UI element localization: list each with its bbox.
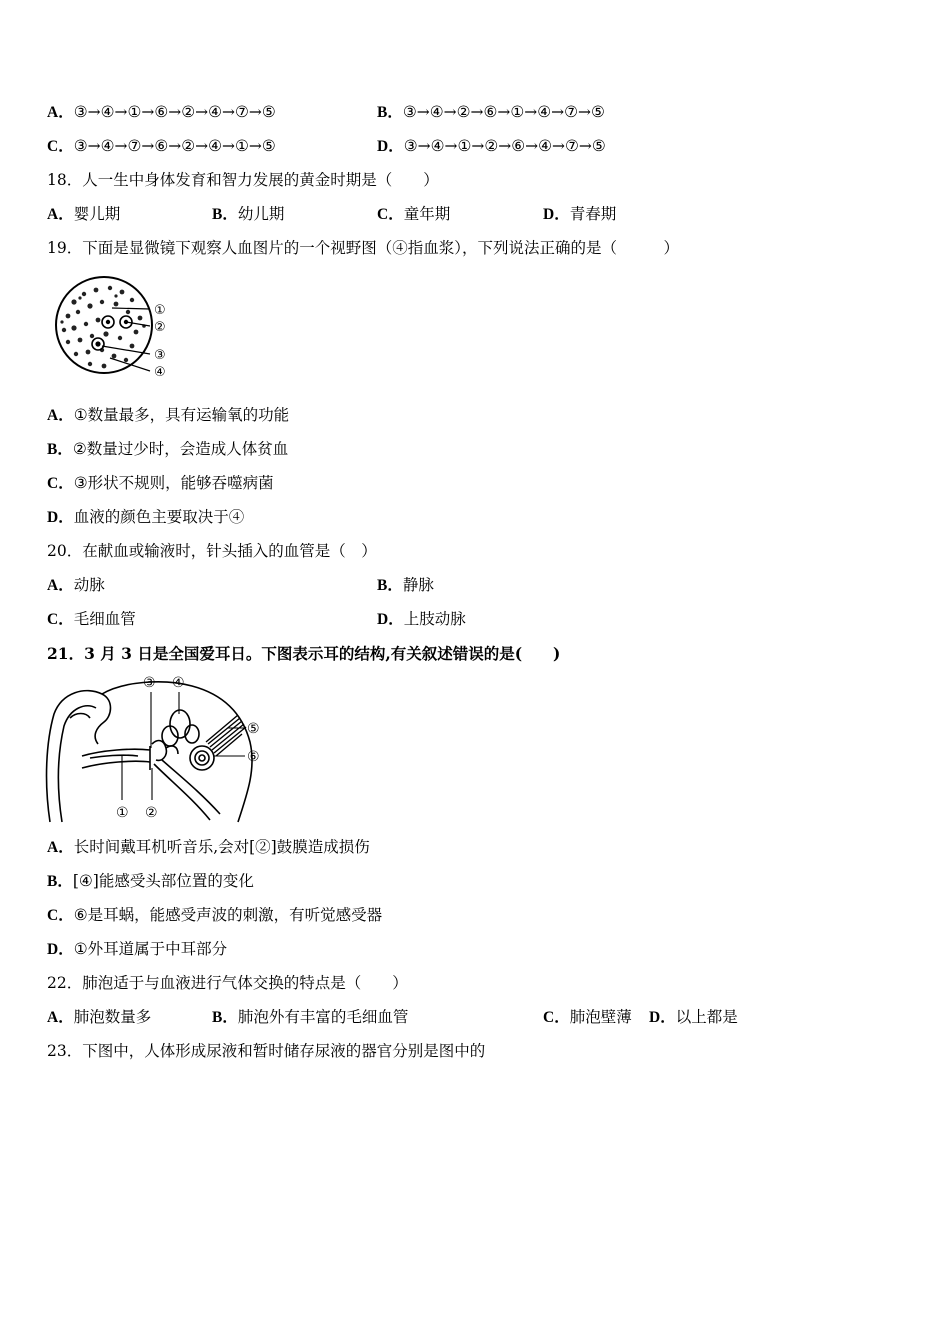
option-label: A．: [47, 407, 74, 424]
q22-stem: 22．肺泡适于与血液进行气体交换的特点是（ ）: [47, 974, 408, 992]
label-5: ⑤: [247, 721, 260, 737]
q17-option-d[interactable]: [377, 136, 606, 157]
option-label: A．: [47, 206, 74, 223]
q21-option-b[interactable]: [47, 871, 254, 892]
option-text: ③→④→①→②→⑥→④→⑦→⑤: [403, 137, 606, 155]
q19-option-b[interactable]: [47, 439, 288, 460]
label-4: ④: [172, 675, 185, 691]
option-text: 青春期: [569, 205, 617, 223]
q19-option-a[interactable]: [47, 405, 289, 426]
option-label: D．: [543, 206, 570, 223]
q23-stem: 23．下图中，人体形成尿液和暂时储存尿液的器官分别是图中的: [47, 1042, 486, 1060]
option-label: C．: [47, 611, 74, 628]
option-label: B．: [377, 577, 403, 594]
option-label: A．: [47, 1009, 74, 1026]
option-text: ①外耳道属于中耳部分: [73, 940, 228, 958]
option-text: ⑥是耳蜗，能感受声波的刺激，有听觉感受器: [73, 906, 383, 924]
label-3: ③: [143, 675, 156, 691]
label-3: ③: [154, 348, 166, 363]
q20-option-c[interactable]: [47, 609, 136, 630]
option-text: 肺泡数量多: [73, 1008, 152, 1026]
option-label: C．: [543, 1009, 570, 1026]
q18-stem: 18．人一生中身体发育和智力发展的黄金时期是（ ）: [47, 171, 439, 189]
label-6: ⑥: [247, 749, 260, 765]
option-label: B．: [47, 873, 73, 890]
option-text: [④]能感受头部位置的变化: [72, 872, 254, 890]
option-label: D．: [377, 138, 404, 155]
option-text: 肺泡外有丰富的毛细血管: [237, 1008, 409, 1026]
option-text: 毛细血管: [73, 610, 136, 628]
option-label: D．: [377, 611, 404, 628]
option-text: 童年期: [403, 205, 451, 223]
q17-option-c[interactable]: [47, 136, 276, 157]
option-label: C．: [47, 475, 74, 492]
option-label: D．: [47, 509, 74, 526]
option-text: 上肢动脉: [403, 610, 466, 628]
q20-option-a[interactable]: [47, 575, 105, 596]
label-2: ②: [154, 320, 166, 335]
option-text: ②数量过少时，会造成人体贫血: [72, 440, 289, 458]
option-text: ③→④→②→⑥→①→④→⑦→⑤: [402, 103, 605, 121]
option-label: B．: [377, 104, 403, 121]
q22-option-c[interactable]: [543, 1007, 632, 1028]
option-label: B．: [212, 1009, 238, 1026]
label-2: ②: [145, 805, 158, 821]
option-label: A．: [47, 104, 74, 121]
blood-smear-figure: [50, 272, 185, 384]
q19-stem: 19．下面是显微镜下观察人血图片的一个视野图（④指血浆），下列说法正确的是（ ）: [47, 239, 679, 257]
q20-option-b[interactable]: [377, 575, 434, 596]
option-text: 动脉: [73, 576, 105, 594]
option-text: ③形状不规则，能够吞噬病菌: [73, 474, 274, 492]
option-text: 肺泡壁薄: [569, 1008, 632, 1026]
option-text: 婴儿期: [73, 205, 121, 223]
label-4: ④: [154, 365, 166, 380]
option-text: 幼儿期: [237, 205, 285, 223]
option-text: 长时间戴耳机听音乐,会对[②]鼓膜造成损伤: [73, 838, 370, 856]
option-label: C．: [47, 907, 74, 924]
option-text: ③→④→⑦→⑥→②→④→①→⑤: [73, 137, 276, 155]
option-label: D．: [47, 941, 74, 958]
q20-stem: 20．在献血或输液时，针头插入的血管是（ ）: [47, 542, 377, 560]
q21-option-c[interactable]: [47, 905, 382, 926]
q17-option-a[interactable]: [47, 102, 276, 123]
option-label: D．: [649, 1009, 676, 1026]
label-1: ①: [154, 303, 166, 318]
option-label: B．: [212, 206, 238, 223]
q22-option-a[interactable]: [47, 1007, 151, 1028]
option-text: 静脉: [402, 576, 434, 594]
ear-structure-figure: [42, 672, 272, 824]
option-label: A．: [47, 577, 74, 594]
q20-option-d[interactable]: [377, 609, 466, 630]
q22-option-b[interactable]: [212, 1007, 408, 1028]
q18-option-b[interactable]: [212, 204, 284, 225]
q19-option-d[interactable]: [47, 507, 244, 528]
q21-option-d[interactable]: [47, 939, 227, 960]
option-label: C．: [47, 138, 74, 155]
q18-option-a[interactable]: [47, 204, 120, 225]
option-text: 血液的颜色主要取决于④: [73, 508, 245, 526]
q19-option-c[interactable]: [47, 473, 274, 494]
option-text: 以上都是: [675, 1008, 738, 1026]
option-text: ①数量最多，具有运输氧的功能: [73, 406, 290, 424]
q17-option-b[interactable]: [377, 102, 605, 123]
option-text: ③→④→①→⑥→②→④→⑦→⑤: [73, 103, 276, 121]
option-label: B．: [47, 441, 73, 458]
q18-option-d[interactable]: [543, 204, 616, 225]
option-label: A．: [47, 839, 74, 856]
q21-stem: 21．3 月 3 日是全国爱耳日。下图表示耳的结构,有关叙述错误的是( ): [47, 644, 561, 663]
q21-option-a[interactable]: [47, 837, 370, 858]
label-1: ①: [116, 805, 129, 821]
q22-option-d[interactable]: [649, 1007, 738, 1028]
q18-option-c[interactable]: [377, 204, 450, 225]
option-label: C．: [377, 206, 404, 223]
